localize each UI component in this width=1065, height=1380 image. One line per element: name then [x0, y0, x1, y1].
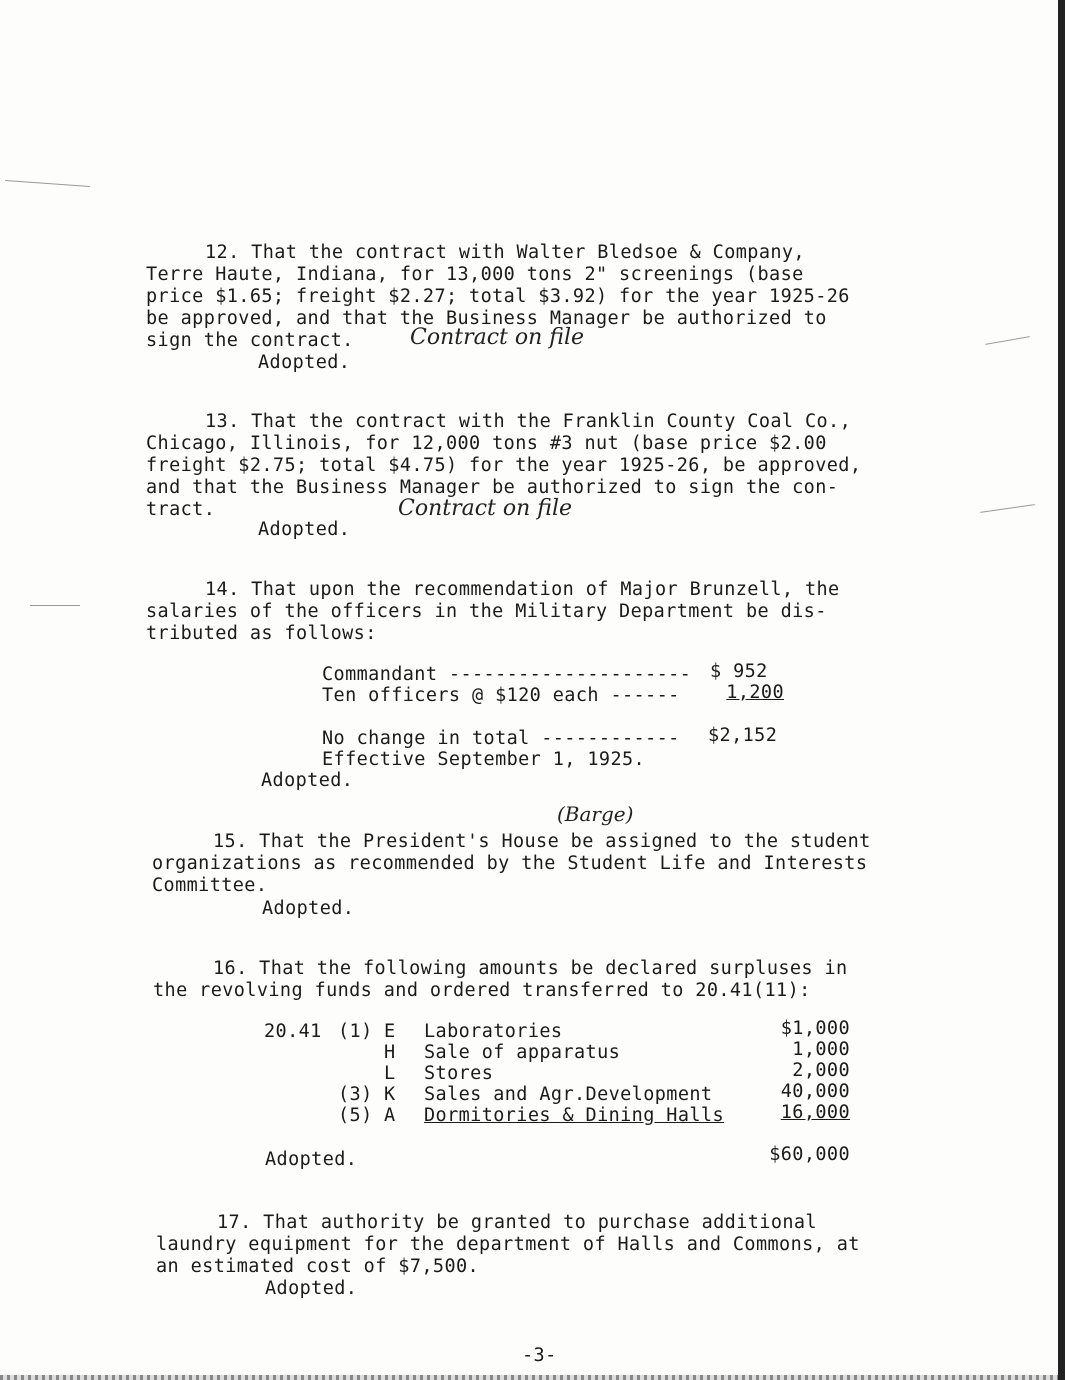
item-12-line-1: 12. That the contract with Walter Bledsoe & Company,: [205, 242, 805, 263]
fund-code: A: [384, 1105, 396, 1126]
fund-name: Stores: [424, 1063, 494, 1084]
item-17-line-3: an estimated cost of $7,500.: [156, 1256, 480, 1277]
page-number: -3-: [522, 1345, 557, 1366]
salary-total-amount: $2,152: [708, 725, 778, 746]
salary-amount-officers: 1,200: [726, 682, 784, 703]
item-16-line-2: the revolving funds and ordered transferred to 20.41(11):: [153, 980, 811, 1001]
item-15-line-1: 15. That the President's House be assigned to the student: [213, 831, 871, 852]
item-14-line-2: salaries of the officers in the Military Department be dis-: [146, 601, 827, 622]
fund-name: Dormitories & Dining Halls: [424, 1105, 724, 1126]
handwritten-note-contract-on-file: Contract on file: [398, 496, 573, 521]
fund-code: E: [384, 1021, 396, 1042]
salary-effective-date: Effective September 1, 1925.: [322, 749, 646, 770]
item-12-line-2: Terre Haute, Indiana, for 13,000 tons 2" screenings (base: [146, 264, 804, 285]
fund-amount: 16,000: [780, 1102, 850, 1123]
item-15-line-2: organizations as recommended by the Student Life and Interests: [152, 853, 868, 874]
page-edge: [1058, 0, 1065, 1380]
fund-name: Sale of apparatus: [424, 1042, 621, 1063]
item-15-adopted: Adopted.: [262, 898, 355, 919]
fund-group: (3): [338, 1084, 373, 1105]
salary-amount-commandant: $ 952: [710, 661, 768, 682]
item-12-line-4: be approved, and that the Business Manager be authorized to: [146, 308, 827, 329]
item-17-adopted: Adopted.: [265, 1278, 358, 1299]
fund-prefix: 20.41: [264, 1021, 322, 1042]
fund-amount: 2,000: [792, 1060, 850, 1081]
item-15-line-3: Committee.: [152, 875, 268, 896]
item-12-adopted: Adopted.: [258, 352, 351, 373]
item-13-adopted: Adopted.: [258, 519, 351, 540]
item-14-line-3: tributed as follows:: [146, 623, 377, 644]
handwritten-insert-barge: (Barge): [557, 802, 634, 826]
fund-code: K: [384, 1084, 396, 1105]
fund-name: Laboratories: [424, 1021, 563, 1042]
fund-amount: 40,000: [780, 1081, 850, 1102]
fund-code: L: [384, 1063, 396, 1084]
item-13-line-3: freight $2.75; total $4.75) for the year 1925-26, be approved,: [146, 455, 862, 476]
item-17-line-2: laundry equipment for the department of Halls and Commons, at: [156, 1234, 860, 1255]
fund-amount: $1,000: [780, 1018, 850, 1039]
fund-group: (5): [338, 1105, 373, 1126]
fund-code: H: [384, 1042, 396, 1063]
item-13-line-2: Chicago, Illinois, for 12,000 tons #3 nut (base price $2.00: [146, 433, 827, 454]
item-14-adopted: Adopted.: [261, 770, 354, 791]
item-13-line-5: tract.: [146, 499, 216, 520]
item-12-line-5: sign the contract.: [146, 330, 354, 351]
item-13-line-1: 13. That the contract with the Franklin County Coal Co.,: [205, 411, 852, 432]
item-13-line-4: and that the Business Manager be authorized to sign the con-: [146, 477, 839, 498]
item-16-line-1: 16. That the following amounts be declared surpluses in: [213, 958, 848, 979]
salary-label-commandant: Commandant ---------------------: [322, 664, 692, 685]
fund-amount: 1,000: [792, 1039, 850, 1060]
handwritten-note-contract-on-file: Contract on file: [410, 325, 585, 350]
fund-group: (1): [338, 1021, 373, 1042]
fund-total: $60,000: [769, 1144, 850, 1165]
item-16-adopted: Adopted.: [265, 1149, 358, 1170]
item-17-line-1: 17. That authority be granted to purchase additional: [217, 1212, 817, 1233]
item-12-line-3: price $1.65; freight $2.27; total $3.92) for the year 1925-26: [146, 286, 850, 307]
item-14-line-1: 14. That upon the recommendation of Major Brunzell, the: [205, 579, 840, 600]
salary-label-officers: Ten officers @ $120 each ------: [322, 685, 680, 706]
fund-name: Sales and Agr.Development: [424, 1084, 713, 1105]
salary-total-label: No change in total ------------: [322, 728, 680, 749]
